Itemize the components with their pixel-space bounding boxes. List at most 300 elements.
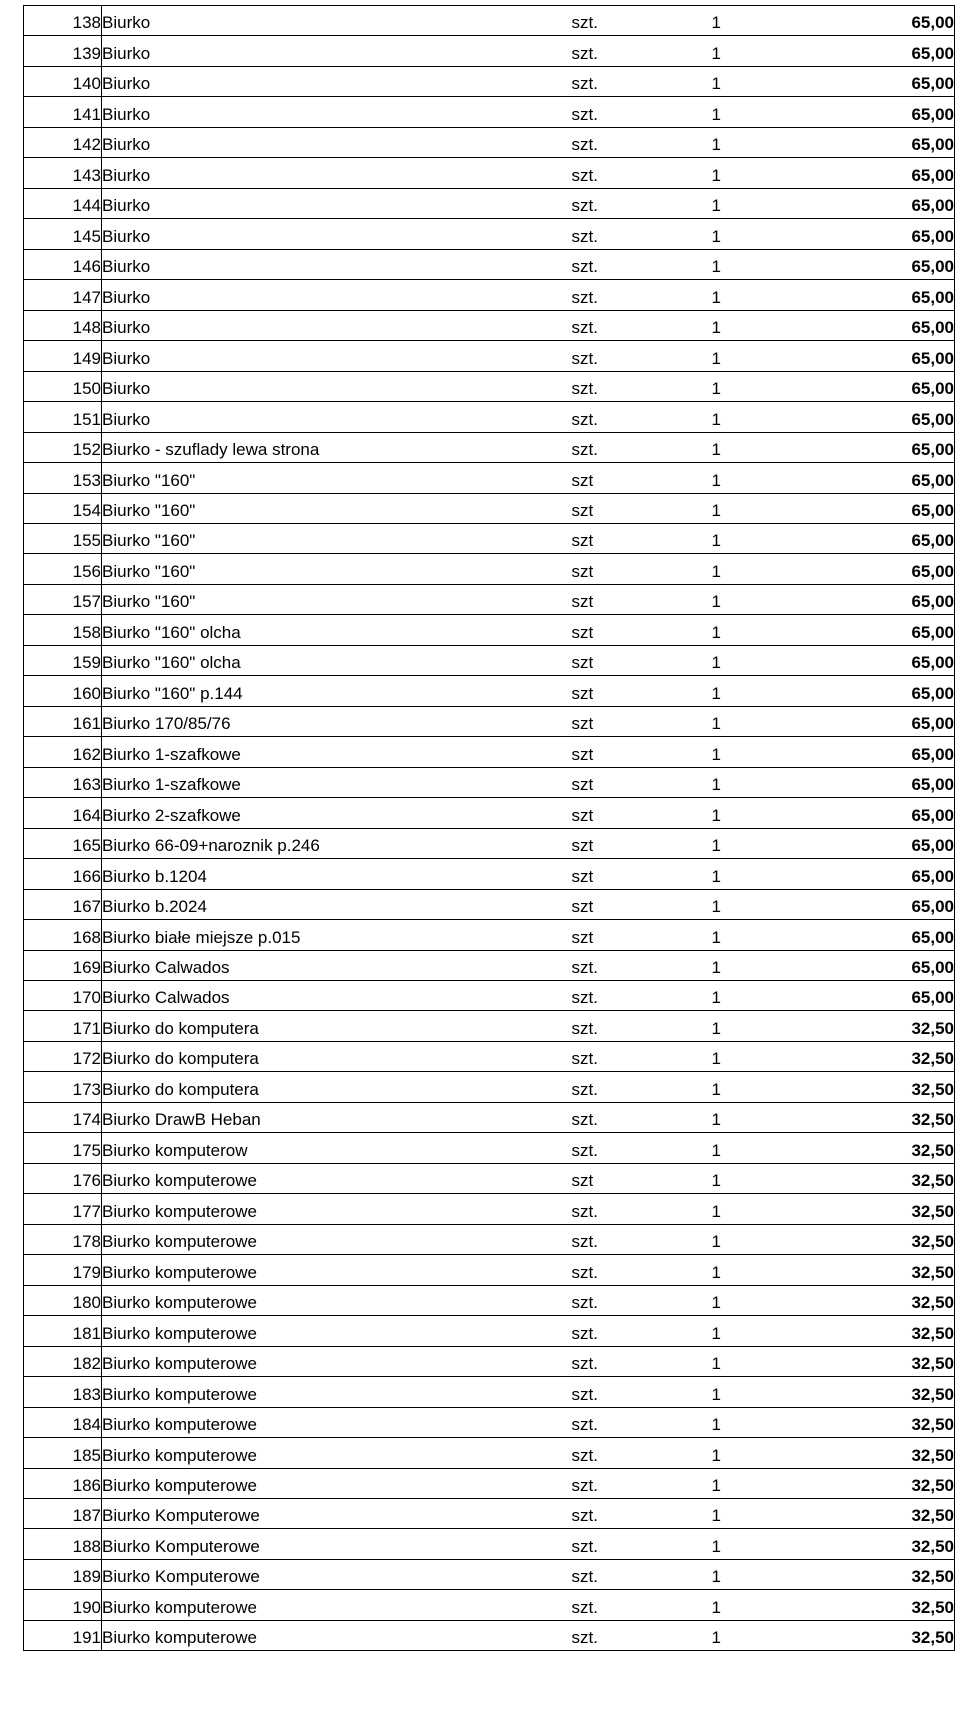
item-name: Biurko "160" olcha bbox=[102, 615, 572, 645]
unit-cell: szt. bbox=[572, 371, 712, 401]
quantity-cell: 1 bbox=[712, 1011, 802, 1041]
unit-cell: szt bbox=[572, 737, 712, 767]
row-number: 182 bbox=[24, 1346, 102, 1376]
table-row bbox=[24, 280, 955, 310]
unit-cell: szt. bbox=[572, 341, 712, 371]
row-number: 154 bbox=[24, 493, 102, 523]
row-number: 172 bbox=[24, 1041, 102, 1071]
unit-cell: szt bbox=[572, 645, 712, 675]
table-row bbox=[24, 554, 955, 584]
row-number: 144 bbox=[24, 188, 102, 218]
table-row bbox=[24, 1316, 955, 1346]
price-cell: 65,00 bbox=[802, 97, 955, 127]
item-name: Biurko "160" bbox=[102, 493, 572, 523]
unit-cell: szt. bbox=[572, 1011, 712, 1041]
unit-cell: szt. bbox=[572, 402, 712, 432]
quantity-cell: 1 bbox=[712, 1194, 802, 1224]
quantity-cell: 1 bbox=[712, 341, 802, 371]
item-name: Biurko "160" bbox=[102, 584, 572, 614]
quantity-cell: 1 bbox=[712, 249, 802, 279]
price-cell: 65,00 bbox=[802, 950, 955, 980]
row-number: 163 bbox=[24, 767, 102, 797]
unit-cell: szt. bbox=[572, 6, 712, 36]
item-name: Biurko Komputerowe bbox=[102, 1559, 572, 1589]
unit-cell: szt. bbox=[572, 127, 712, 157]
quantity-cell: 1 bbox=[712, 1559, 802, 1589]
quantity-cell: 1 bbox=[712, 1590, 802, 1620]
item-name: Biurko bbox=[102, 341, 572, 371]
unit-cell: szt bbox=[572, 615, 712, 645]
table-row bbox=[24, 1224, 955, 1254]
quantity-cell: 1 bbox=[712, 371, 802, 401]
quantity-cell: 1 bbox=[712, 706, 802, 736]
price-cell: 65,00 bbox=[802, 188, 955, 218]
quantity-cell: 1 bbox=[712, 1346, 802, 1376]
row-number: 142 bbox=[24, 127, 102, 157]
item-name: Biurko do komputera bbox=[102, 1072, 572, 1102]
table-row bbox=[24, 158, 955, 188]
row-number: 141 bbox=[24, 97, 102, 127]
price-cell: 65,00 bbox=[802, 767, 955, 797]
quantity-cell: 1 bbox=[712, 920, 802, 950]
inventory-table-body bbox=[24, 6, 955, 1651]
table-row bbox=[24, 432, 955, 462]
table-row bbox=[24, 615, 955, 645]
quantity-cell: 1 bbox=[712, 6, 802, 36]
table-row bbox=[24, 341, 955, 371]
item-name: Biurko komputerowe bbox=[102, 1224, 572, 1254]
row-number: 169 bbox=[24, 950, 102, 980]
price-cell: 65,00 bbox=[802, 158, 955, 188]
row-number: 183 bbox=[24, 1377, 102, 1407]
quantity-cell: 1 bbox=[712, 158, 802, 188]
unit-cell: szt. bbox=[572, 1377, 712, 1407]
table-row bbox=[24, 219, 955, 249]
unit-cell: szt. bbox=[572, 1346, 712, 1376]
row-number: 176 bbox=[24, 1163, 102, 1193]
unit-cell: szt bbox=[572, 859, 712, 889]
unit-cell: szt. bbox=[572, 310, 712, 340]
table-row bbox=[24, 66, 955, 96]
quantity-cell: 1 bbox=[712, 310, 802, 340]
row-number: 174 bbox=[24, 1102, 102, 1132]
row-number: 156 bbox=[24, 554, 102, 584]
price-cell: 65,00 bbox=[802, 554, 955, 584]
item-name: Biurko komputerowe bbox=[102, 1377, 572, 1407]
price-cell: 65,00 bbox=[802, 6, 955, 36]
price-cell: 32,50 bbox=[802, 1102, 955, 1132]
table-row bbox=[24, 1346, 955, 1376]
row-number: 167 bbox=[24, 889, 102, 919]
item-name: Biurko "160" olcha bbox=[102, 645, 572, 675]
unit-cell: szt. bbox=[572, 1590, 712, 1620]
row-number: 138 bbox=[24, 6, 102, 36]
item-name: Biurko bbox=[102, 127, 572, 157]
quantity-cell: 1 bbox=[712, 1285, 802, 1315]
price-cell: 65,00 bbox=[802, 249, 955, 279]
price-cell: 65,00 bbox=[802, 584, 955, 614]
price-cell: 32,50 bbox=[802, 1285, 955, 1315]
table-row bbox=[24, 1041, 955, 1071]
quantity-cell: 1 bbox=[712, 280, 802, 310]
price-cell: 65,00 bbox=[802, 280, 955, 310]
item-name: Biurko bbox=[102, 371, 572, 401]
quantity-cell: 1 bbox=[712, 1224, 802, 1254]
item-name: Biurko komputerowe bbox=[102, 1316, 572, 1346]
table-row bbox=[24, 36, 955, 66]
row-number: 148 bbox=[24, 310, 102, 340]
price-cell: 65,00 bbox=[802, 432, 955, 462]
price-cell: 65,00 bbox=[802, 615, 955, 645]
unit-cell: szt. bbox=[572, 950, 712, 980]
row-number: 145 bbox=[24, 219, 102, 249]
quantity-cell: 1 bbox=[712, 798, 802, 828]
table-row bbox=[24, 798, 955, 828]
item-name: Biurko bbox=[102, 219, 572, 249]
table-row bbox=[24, 402, 955, 432]
row-number: 164 bbox=[24, 798, 102, 828]
table-row bbox=[24, 859, 955, 889]
price-cell: 32,50 bbox=[802, 1498, 955, 1528]
row-number: 175 bbox=[24, 1133, 102, 1163]
quantity-cell: 1 bbox=[712, 1377, 802, 1407]
unit-cell: szt. bbox=[572, 158, 712, 188]
unit-cell: szt. bbox=[572, 1285, 712, 1315]
row-number: 190 bbox=[24, 1590, 102, 1620]
row-number: 143 bbox=[24, 158, 102, 188]
quantity-cell: 1 bbox=[712, 432, 802, 462]
table-row bbox=[24, 706, 955, 736]
unit-cell: szt bbox=[572, 523, 712, 553]
item-name: Biurko bbox=[102, 6, 572, 36]
item-name: Biurko "160" bbox=[102, 554, 572, 584]
unit-cell: szt bbox=[572, 767, 712, 797]
item-name: Biurko bbox=[102, 310, 572, 340]
price-cell: 65,00 bbox=[802, 493, 955, 523]
quantity-cell: 1 bbox=[712, 463, 802, 493]
unit-cell: szt bbox=[572, 920, 712, 950]
item-name: Biurko 66-09+naroznik p.246 bbox=[102, 828, 572, 858]
quantity-cell: 1 bbox=[712, 402, 802, 432]
table-row bbox=[24, 645, 955, 675]
row-number: 188 bbox=[24, 1529, 102, 1559]
item-name: Biurko Komputerowe bbox=[102, 1498, 572, 1528]
price-cell: 32,50 bbox=[802, 1041, 955, 1071]
quantity-cell: 1 bbox=[712, 1529, 802, 1559]
price-cell: 32,50 bbox=[802, 1133, 955, 1163]
row-number: 186 bbox=[24, 1468, 102, 1498]
table-row bbox=[24, 127, 955, 157]
price-cell: 32,50 bbox=[802, 1407, 955, 1437]
item-name: Biurko "160" bbox=[102, 523, 572, 553]
unit-cell: szt. bbox=[572, 1316, 712, 1346]
unit-cell: szt. bbox=[572, 188, 712, 218]
item-name: Biurko "160" bbox=[102, 463, 572, 493]
quantity-cell: 1 bbox=[712, 1102, 802, 1132]
row-number: 166 bbox=[24, 859, 102, 889]
table-row bbox=[24, 1072, 955, 1102]
item-name: Biurko bbox=[102, 280, 572, 310]
table-row bbox=[24, 1468, 955, 1498]
item-name: Biurko komputerowe bbox=[102, 1407, 572, 1437]
table-row bbox=[24, 1529, 955, 1559]
quantity-cell: 1 bbox=[712, 219, 802, 249]
price-cell: 32,50 bbox=[802, 1529, 955, 1559]
item-name: Biurko do komputera bbox=[102, 1011, 572, 1041]
unit-cell: szt. bbox=[572, 249, 712, 279]
row-number: 146 bbox=[24, 249, 102, 279]
quantity-cell: 1 bbox=[712, 645, 802, 675]
quantity-cell: 1 bbox=[712, 1498, 802, 1528]
item-name: Biurko - szuflady lewa strona bbox=[102, 432, 572, 462]
item-name: Biurko komputerowe bbox=[102, 1285, 572, 1315]
row-number: 181 bbox=[24, 1316, 102, 1346]
table-row bbox=[24, 950, 955, 980]
row-number: 171 bbox=[24, 1011, 102, 1041]
item-name: Biurko Calwados bbox=[102, 981, 572, 1011]
table-row bbox=[24, 493, 955, 523]
item-name: Biurko 1-szafkowe bbox=[102, 767, 572, 797]
table-row bbox=[24, 767, 955, 797]
price-cell: 32,50 bbox=[802, 1438, 955, 1468]
table-row bbox=[24, 97, 955, 127]
item-name: Biurko 1-szafkowe bbox=[102, 737, 572, 767]
row-number: 178 bbox=[24, 1224, 102, 1254]
unit-cell: szt bbox=[572, 554, 712, 584]
item-name: Biurko bbox=[102, 158, 572, 188]
row-number: 187 bbox=[24, 1498, 102, 1528]
table-row bbox=[24, 920, 955, 950]
row-number: 155 bbox=[24, 523, 102, 553]
price-cell: 65,00 bbox=[802, 341, 955, 371]
price-cell: 32,50 bbox=[802, 1346, 955, 1376]
row-number: 158 bbox=[24, 615, 102, 645]
price-cell: 65,00 bbox=[802, 920, 955, 950]
row-number: 165 bbox=[24, 828, 102, 858]
price-cell: 65,00 bbox=[802, 402, 955, 432]
table-row bbox=[24, 523, 955, 553]
inventory-table bbox=[23, 5, 955, 1651]
unit-cell: szt. bbox=[572, 66, 712, 96]
table-row bbox=[24, 1102, 955, 1132]
unit-cell: szt. bbox=[572, 432, 712, 462]
item-name: Biurko komputerowe bbox=[102, 1438, 572, 1468]
item-name: Biurko komputerowe bbox=[102, 1620, 572, 1650]
item-name: Biurko komputerowe bbox=[102, 1163, 572, 1193]
unit-cell: szt. bbox=[572, 1255, 712, 1285]
item-name: Biurko komputerowe bbox=[102, 1468, 572, 1498]
price-cell: 65,00 bbox=[802, 66, 955, 96]
unit-cell: szt. bbox=[572, 36, 712, 66]
price-cell: 32,50 bbox=[802, 1377, 955, 1407]
price-cell: 65,00 bbox=[802, 889, 955, 919]
price-cell: 32,50 bbox=[802, 1620, 955, 1650]
price-cell: 32,50 bbox=[802, 1224, 955, 1254]
unit-cell: szt. bbox=[572, 1194, 712, 1224]
table-row bbox=[24, 1438, 955, 1468]
item-name: Biurko bbox=[102, 402, 572, 432]
unit-cell: szt. bbox=[572, 1072, 712, 1102]
item-name: Biurko b.2024 bbox=[102, 889, 572, 919]
unit-cell: szt. bbox=[572, 1468, 712, 1498]
unit-cell: szt bbox=[572, 584, 712, 614]
price-cell: 65,00 bbox=[802, 828, 955, 858]
item-name: Biurko bbox=[102, 36, 572, 66]
item-name: Biurko b.1204 bbox=[102, 859, 572, 889]
item-name: Biurko 170/85/76 bbox=[102, 706, 572, 736]
row-number: 162 bbox=[24, 737, 102, 767]
table-row bbox=[24, 6, 955, 36]
table-row bbox=[24, 1590, 955, 1620]
row-number: 160 bbox=[24, 676, 102, 706]
table-row bbox=[24, 584, 955, 614]
row-number: 140 bbox=[24, 66, 102, 96]
quantity-cell: 1 bbox=[712, 676, 802, 706]
unit-cell: szt. bbox=[572, 280, 712, 310]
table-row bbox=[24, 1377, 955, 1407]
row-number: 185 bbox=[24, 1438, 102, 1468]
price-cell: 65,00 bbox=[802, 676, 955, 706]
price-cell: 65,00 bbox=[802, 645, 955, 675]
quantity-cell: 1 bbox=[712, 1041, 802, 1071]
quantity-cell: 1 bbox=[712, 523, 802, 553]
unit-cell: szt. bbox=[572, 1620, 712, 1650]
item-name: Biurko białe miejsze p.015 bbox=[102, 920, 572, 950]
quantity-cell: 1 bbox=[712, 66, 802, 96]
row-number: 153 bbox=[24, 463, 102, 493]
item-name: Biurko komputerowe bbox=[102, 1590, 572, 1620]
price-cell: 32,50 bbox=[802, 1468, 955, 1498]
unit-cell: szt bbox=[572, 676, 712, 706]
quantity-cell: 1 bbox=[712, 859, 802, 889]
quantity-cell: 1 bbox=[712, 188, 802, 218]
price-cell: 65,00 bbox=[802, 463, 955, 493]
table-row bbox=[24, 371, 955, 401]
price-cell: 32,50 bbox=[802, 1255, 955, 1285]
row-number: 168 bbox=[24, 920, 102, 950]
table-row bbox=[24, 463, 955, 493]
row-number: 150 bbox=[24, 371, 102, 401]
row-number: 184 bbox=[24, 1407, 102, 1437]
table-row bbox=[24, 1620, 955, 1650]
table-row bbox=[24, 1285, 955, 1315]
unit-cell: szt. bbox=[572, 1529, 712, 1559]
quantity-cell: 1 bbox=[712, 950, 802, 980]
price-cell: 32,50 bbox=[802, 1559, 955, 1589]
unit-cell: szt. bbox=[572, 219, 712, 249]
unit-cell: szt bbox=[572, 889, 712, 919]
quantity-cell: 1 bbox=[712, 493, 802, 523]
unit-cell: szt. bbox=[572, 981, 712, 1011]
table-row bbox=[24, 1163, 955, 1193]
table-row bbox=[24, 1133, 955, 1163]
quantity-cell: 1 bbox=[712, 889, 802, 919]
unit-cell: szt. bbox=[572, 1133, 712, 1163]
quantity-cell: 1 bbox=[712, 828, 802, 858]
quantity-cell: 1 bbox=[712, 554, 802, 584]
row-number: 147 bbox=[24, 280, 102, 310]
quantity-cell: 1 bbox=[712, 1163, 802, 1193]
quantity-cell: 1 bbox=[712, 1072, 802, 1102]
row-number: 191 bbox=[24, 1620, 102, 1650]
price-cell: 65,00 bbox=[802, 371, 955, 401]
table-row bbox=[24, 1559, 955, 1589]
item-name: Biurko bbox=[102, 66, 572, 96]
row-number: 179 bbox=[24, 1255, 102, 1285]
quantity-cell: 1 bbox=[712, 1255, 802, 1285]
price-cell: 32,50 bbox=[802, 1072, 955, 1102]
table-row bbox=[24, 889, 955, 919]
row-number: 180 bbox=[24, 1285, 102, 1315]
price-cell: 32,50 bbox=[802, 1194, 955, 1224]
row-number: 157 bbox=[24, 584, 102, 614]
row-number: 189 bbox=[24, 1559, 102, 1589]
row-number: 151 bbox=[24, 402, 102, 432]
item-name: Biurko bbox=[102, 188, 572, 218]
row-number: 161 bbox=[24, 706, 102, 736]
quantity-cell: 1 bbox=[712, 1438, 802, 1468]
item-name: Biurko bbox=[102, 249, 572, 279]
item-name: Biurko komputerowe bbox=[102, 1346, 572, 1376]
price-cell: 65,00 bbox=[802, 523, 955, 553]
quantity-cell: 1 bbox=[712, 981, 802, 1011]
item-name: Biurko komputerowe bbox=[102, 1255, 572, 1285]
quantity-cell: 1 bbox=[712, 127, 802, 157]
quantity-cell: 1 bbox=[712, 1316, 802, 1346]
unit-cell: szt bbox=[572, 798, 712, 828]
quantity-cell: 1 bbox=[712, 737, 802, 767]
table-row bbox=[24, 1194, 955, 1224]
price-cell: 65,00 bbox=[802, 737, 955, 767]
row-number: 177 bbox=[24, 1194, 102, 1224]
unit-cell: szt. bbox=[572, 1438, 712, 1468]
unit-cell: szt bbox=[572, 828, 712, 858]
table-row bbox=[24, 737, 955, 767]
table-row bbox=[24, 1011, 955, 1041]
price-cell: 32,50 bbox=[802, 1163, 955, 1193]
price-cell: 65,00 bbox=[802, 310, 955, 340]
price-cell: 32,50 bbox=[802, 1590, 955, 1620]
price-cell: 65,00 bbox=[802, 706, 955, 736]
quantity-cell: 1 bbox=[712, 1468, 802, 1498]
price-cell: 65,00 bbox=[802, 798, 955, 828]
table-row bbox=[24, 188, 955, 218]
table-row bbox=[24, 676, 955, 706]
row-number: 152 bbox=[24, 432, 102, 462]
item-name: Biurko do komputera bbox=[102, 1041, 572, 1071]
unit-cell: szt. bbox=[572, 97, 712, 127]
row-number: 173 bbox=[24, 1072, 102, 1102]
item-name: Biurko komputerow bbox=[102, 1133, 572, 1163]
table-row bbox=[24, 1255, 955, 1285]
quantity-cell: 1 bbox=[712, 1620, 802, 1650]
unit-cell: szt. bbox=[572, 1102, 712, 1132]
quantity-cell: 1 bbox=[712, 767, 802, 797]
item-name: Biurko Komputerowe bbox=[102, 1529, 572, 1559]
unit-cell: szt bbox=[572, 463, 712, 493]
item-name: Biurko "160" p.144 bbox=[102, 676, 572, 706]
quantity-cell: 1 bbox=[712, 97, 802, 127]
unit-cell: szt bbox=[572, 706, 712, 736]
price-cell: 65,00 bbox=[802, 859, 955, 889]
row-number: 139 bbox=[24, 36, 102, 66]
unit-cell: szt bbox=[572, 493, 712, 523]
unit-cell: szt. bbox=[572, 1224, 712, 1254]
price-cell: 65,00 bbox=[802, 36, 955, 66]
unit-cell: szt bbox=[572, 1163, 712, 1193]
unit-cell: szt. bbox=[572, 1559, 712, 1589]
price-cell: 32,50 bbox=[802, 1316, 955, 1346]
